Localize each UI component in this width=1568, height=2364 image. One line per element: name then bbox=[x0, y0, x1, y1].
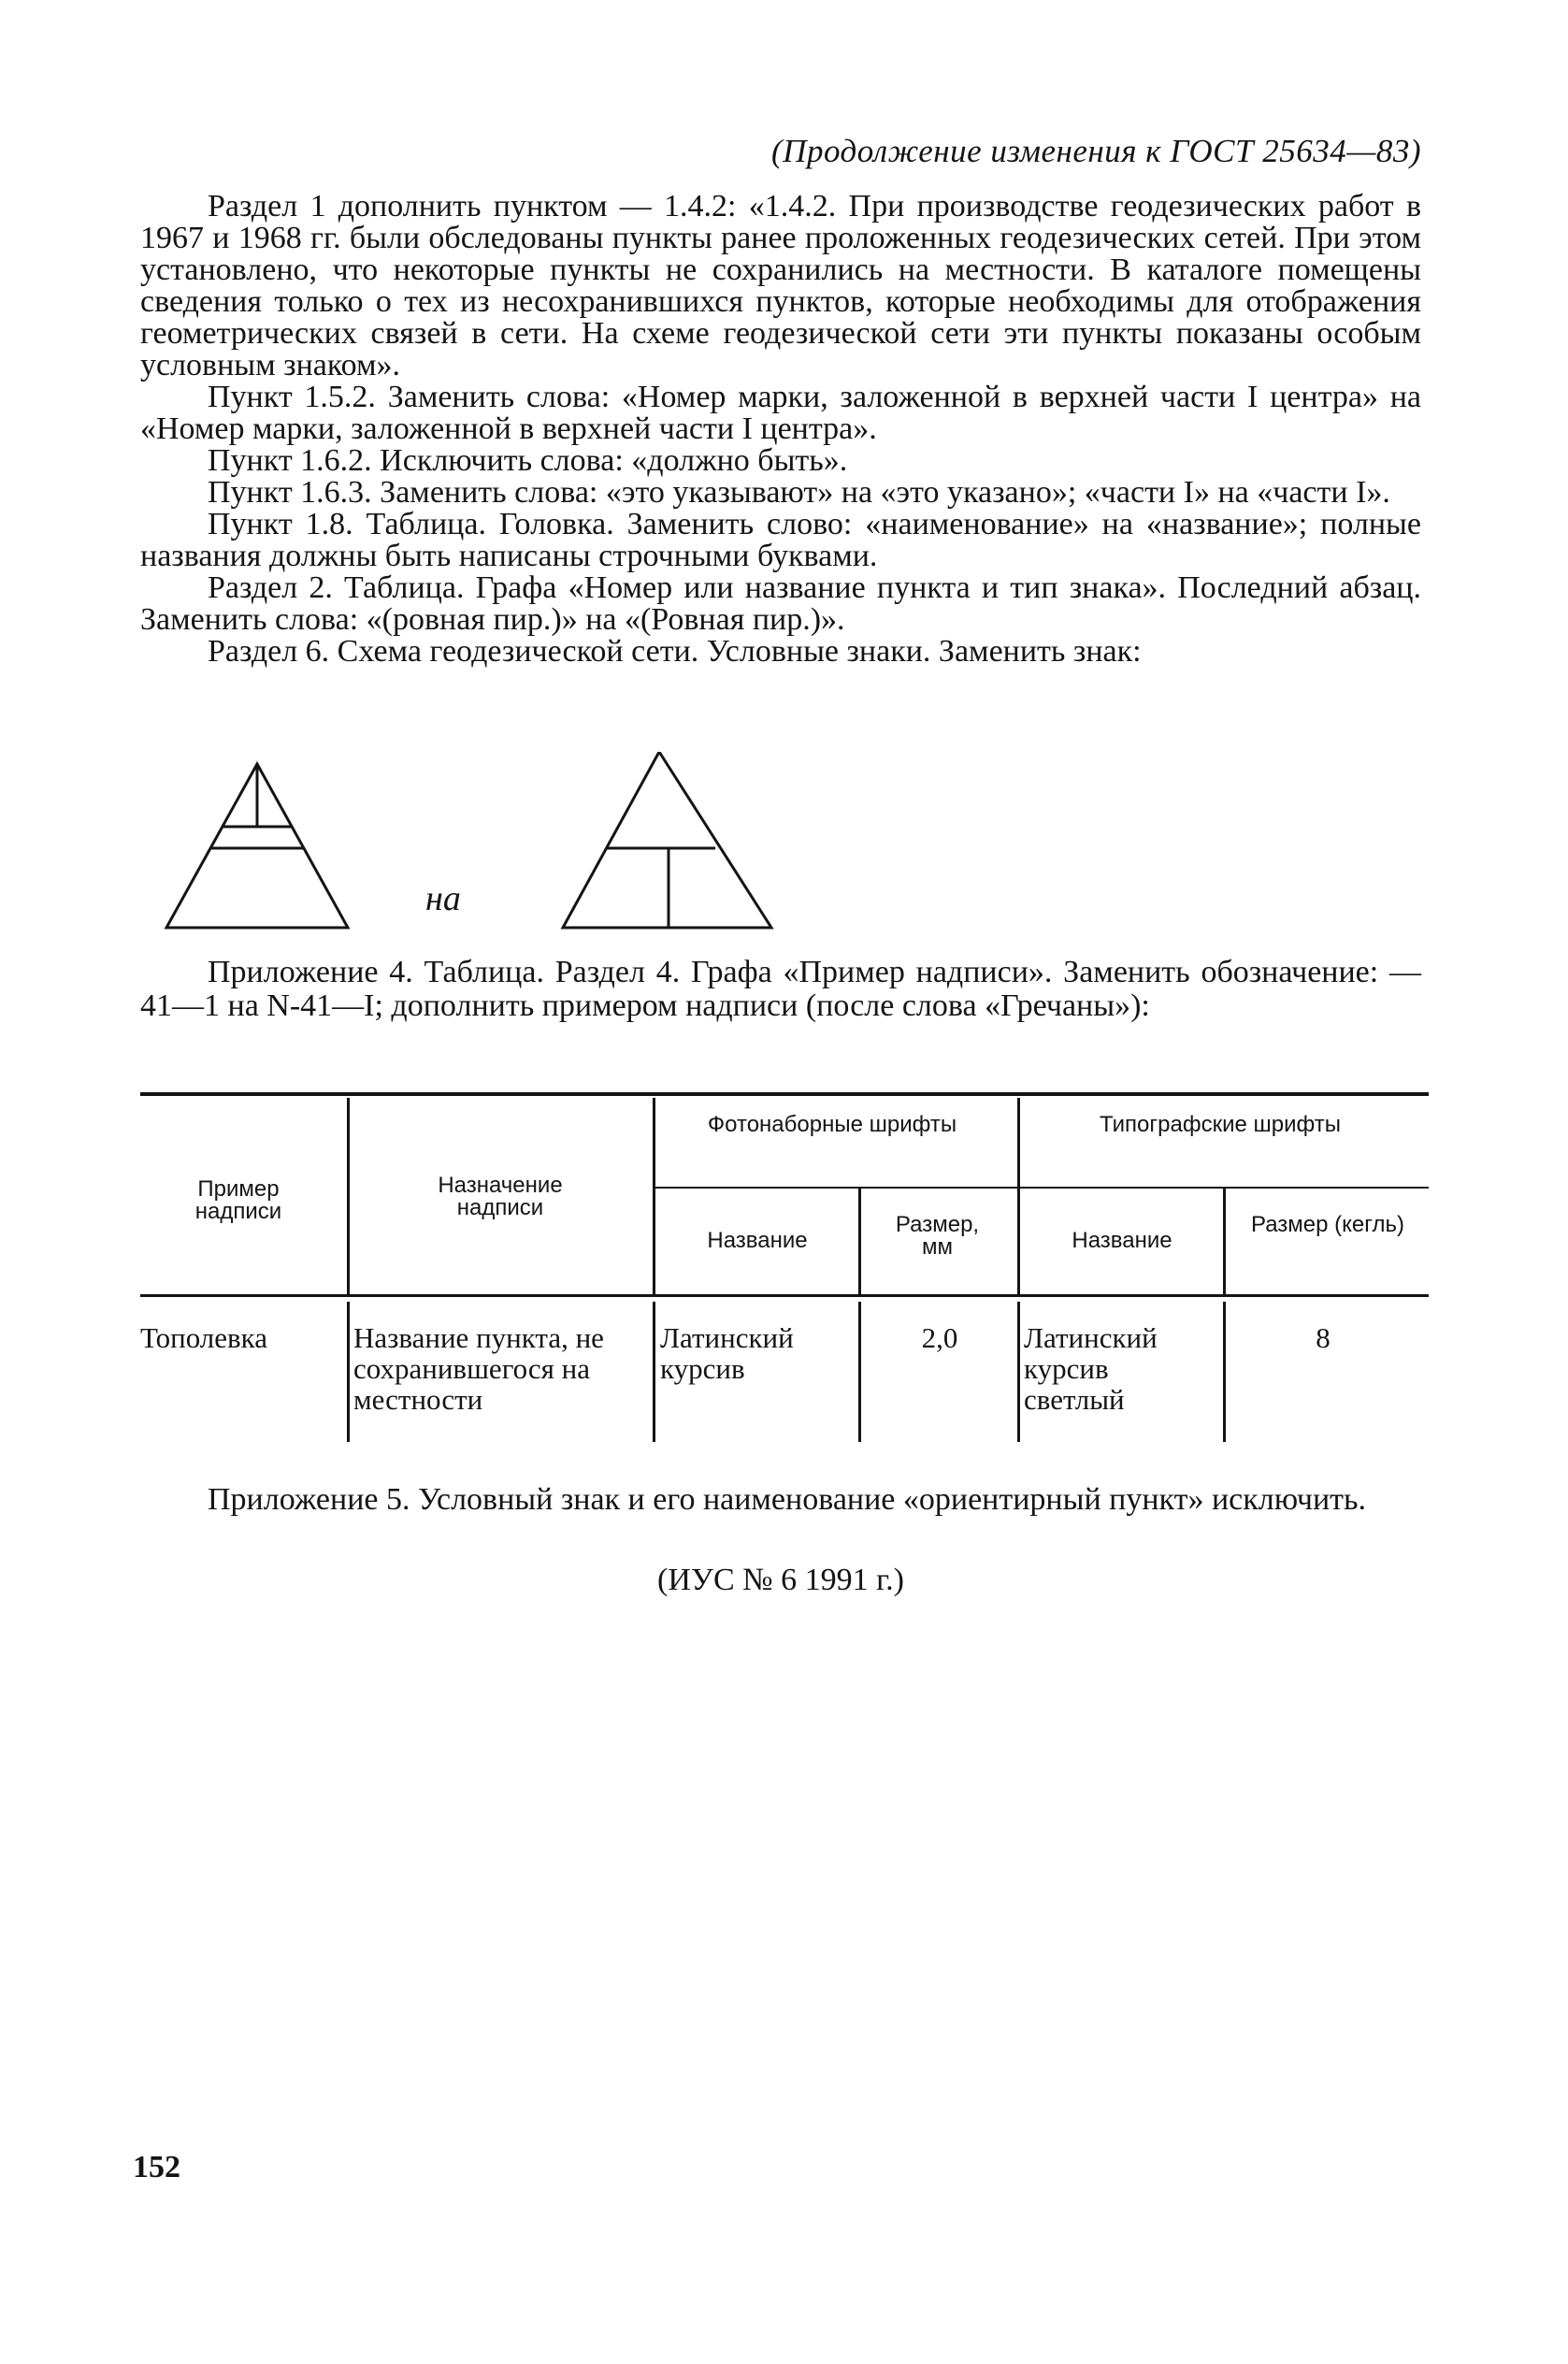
page-header: (Продолжение изменения к ГОСТ 25634—83) bbox=[771, 133, 1421, 169]
header-sub-rule bbox=[653, 1187, 1429, 1189]
header-photo-name: Название bbox=[707, 1228, 808, 1253]
paragraph: Пункт 1.6.3. Заменить слова: «это указывают» на «это указано»; «части I» на «части I». bbox=[208, 475, 1390, 510]
column-divider bbox=[347, 1302, 350, 1442]
header-bottom-rule bbox=[140, 1294, 1429, 1297]
column-divider bbox=[653, 1098, 655, 1296]
header-photo-size: Размер, мм bbox=[895, 1212, 980, 1260]
example-inscription-table bbox=[140, 1092, 1429, 1466]
column-divider bbox=[858, 1189, 861, 1296]
cell-typo-name: Латинский курсив светлый bbox=[1024, 1321, 1158, 1416]
column-divider bbox=[1223, 1189, 1226, 1296]
paragraph: Пункт 1.5.2. Заменить слова: «Номер марки, заложенной в верхней части I центра» на «Номер марки, заложенной в верхней части I центра». bbox=[140, 380, 1421, 446]
triangle-symbols bbox=[154, 752, 809, 939]
cell-typo-size: 8 bbox=[1316, 1321, 1331, 1354]
header-typo-name: Название bbox=[1072, 1228, 1172, 1253]
cell-purpose: Название пункта, не сохранившегося на местности bbox=[353, 1321, 604, 1416]
paragraph: Пункт 1.8. Таблица. Головка. Заменить слово: «наименование» на «название»; полные названия должны быть написаны строчными буквами. bbox=[140, 507, 1421, 573]
new-triangle-symbol bbox=[563, 752, 771, 928]
table-top-rule bbox=[140, 1092, 1429, 1096]
header-typo-fonts: Типографские шрифты bbox=[1100, 1112, 1341, 1137]
paragraph: Раздел 2. Таблица. Графа «Номер или название пункта и тип знака». Последний абзац. Заменить слова: «(ровная пир.)» на «(Ровная пир.)». bbox=[140, 570, 1421, 637]
paragraph: Раздел 6. Схема геодезической сети. Условные знаки. Заменить знак: bbox=[208, 634, 1142, 669]
paragraph: Раздел 1 дополнить пунктом — 1.4.2: «1.4.2. При производстве геодезических работ в 1967 и 1968 гг. были обследованы пункты ранее проложенных геодезических сетей. При этом установлено, что некоторые пункты не сохранились на местности. В каталоге помещены сведения только о тех из несохранившихся пунктов, которые необходимы для отображения геометрических связей в сети. На схеме геодезической сети эти пункты показаны особым условным знаком». bbox=[140, 189, 1421, 382]
header-typo-size: Размер (кегль) bbox=[1251, 1212, 1404, 1237]
cell-photo-name: Латинский курсив bbox=[660, 1321, 794, 1385]
header-purpose: Назначение надписи bbox=[438, 1173, 563, 1220]
column-divider bbox=[653, 1302, 655, 1442]
paragraph: Приложение 5. Условный знак и его наименование «ориентирный пункт» исключить. bbox=[208, 1482, 1367, 1517]
cell-photo-size: 2,0 bbox=[921, 1321, 958, 1354]
connector-label: на bbox=[425, 879, 461, 918]
column-divider bbox=[1017, 1302, 1020, 1442]
column-divider bbox=[1223, 1302, 1226, 1442]
column-divider bbox=[858, 1302, 861, 1442]
column-divider bbox=[1017, 1098, 1020, 1296]
page-number: 152 bbox=[133, 2150, 180, 2184]
cell-example: Тополевка bbox=[140, 1321, 268, 1354]
header-example: Пример надписи bbox=[194, 1176, 282, 1224]
column-divider bbox=[347, 1098, 350, 1296]
appendix-4-text bbox=[140, 956, 1421, 1023]
old-triangle-symbol bbox=[166, 764, 348, 928]
amendment-text bbox=[140, 191, 1421, 668]
symbol-replacement-figure bbox=[154, 752, 809, 939]
appendix-5-text bbox=[140, 1483, 1421, 1517]
paragraph: Приложение 4. Таблица. Раздел 4. Графа «Пример надписи». Заменить обозначение: —41—1 на N-41—I; дополнить примером надписи (после слова «Гречаны»): bbox=[140, 955, 1421, 1023]
source-reference: (ИУС № 6 1991 г.) bbox=[657, 1563, 904, 1597]
paragraph: Пункт 1.6.2. Исключить слова: «должно быть». bbox=[208, 443, 848, 478]
header-photo-fonts: Фотонаборные шрифты bbox=[707, 1112, 957, 1137]
